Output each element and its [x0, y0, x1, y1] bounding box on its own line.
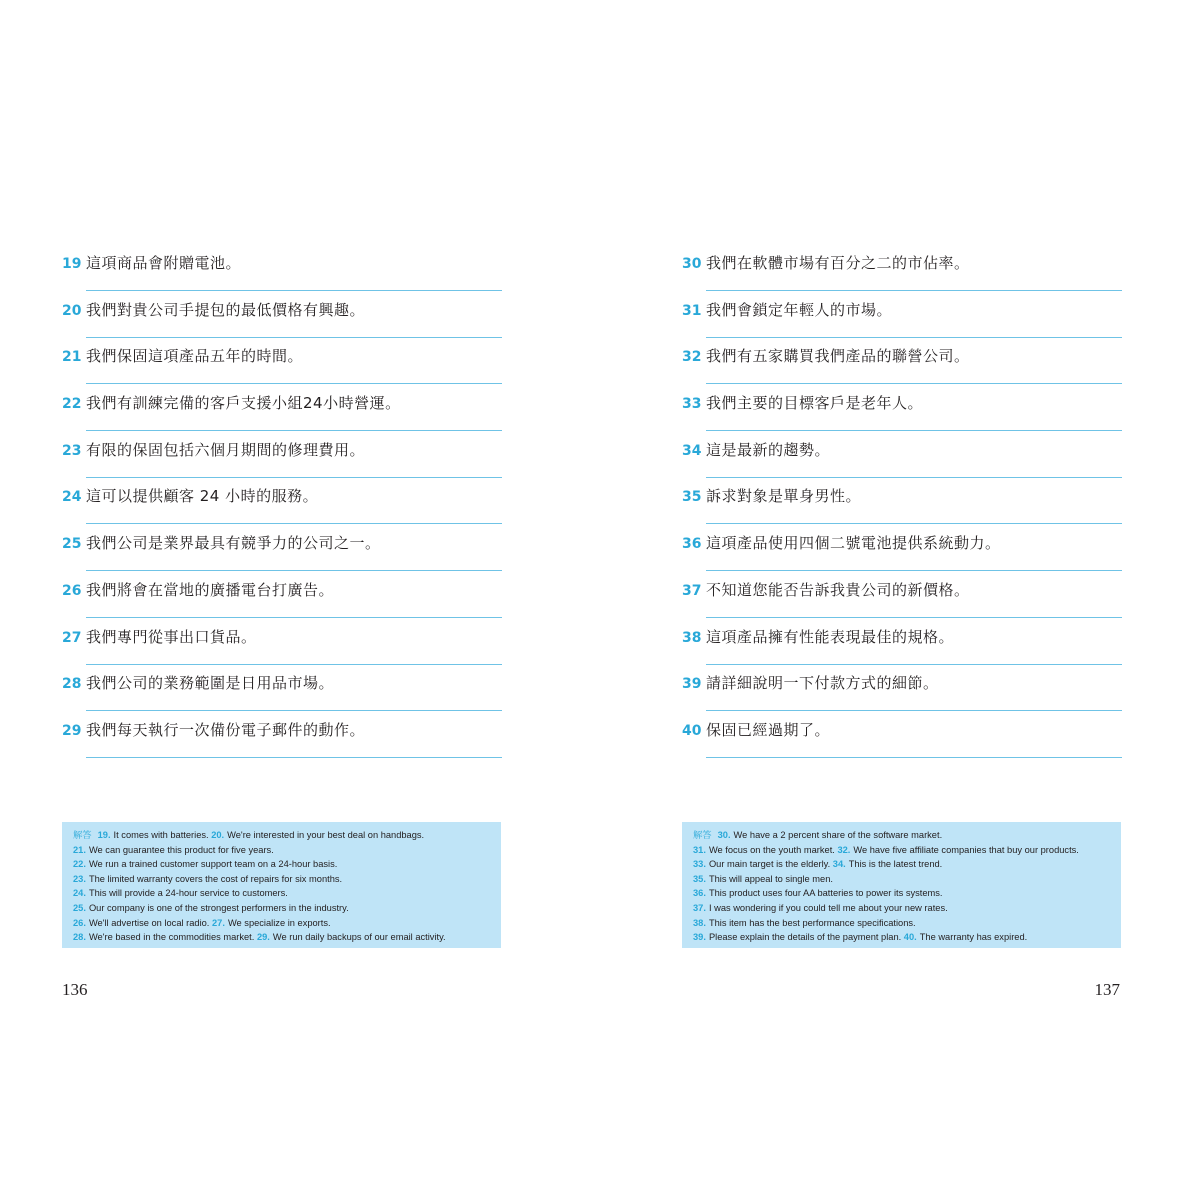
answer-text: This will appeal to single men.	[708, 873, 833, 884]
page-number: 137	[1094, 980, 1120, 999]
exercise-number: 34	[682, 442, 702, 459]
exercise-row	[682, 575, 1122, 605]
exercise-number: 21	[62, 349, 82, 366]
answer-line	[73, 843, 491, 858]
exercise-number: 22	[62, 396, 82, 413]
answer-writing-line[interactable]	[706, 383, 1122, 384]
exercise-row	[62, 528, 502, 558]
answer-number: 25.	[73, 902, 86, 913]
answer-text: This is the latest trend.	[848, 859, 943, 870]
exercise-number: 27	[62, 629, 82, 646]
exercise-number: 19	[62, 256, 82, 272]
exercise-prompt: 我們公司的業務範圍是日用品市場。	[86, 674, 335, 693]
answer-text: We run a trained customer support team on a 24-hour basis.	[88, 859, 338, 870]
answer-line	[693, 916, 1111, 931]
answer-line	[693, 828, 1111, 843]
right-page	[600, 0, 1200, 1200]
exercise-number: 30	[682, 256, 702, 272]
exercise-row	[62, 715, 502, 745]
answer-key-label: 解答	[73, 830, 92, 840]
exercise-item	[62, 715, 502, 762]
answer-line	[73, 930, 491, 945]
exercise-prompt: 我們專門從事出口貨品。	[86, 627, 257, 646]
answer-line	[73, 872, 491, 887]
exercise-item	[682, 715, 1122, 762]
exercise-number: 38	[682, 629, 702, 646]
exercise-number: 35	[682, 489, 702, 506]
answer-number: 33.	[693, 859, 706, 870]
answer-number: 20.	[211, 830, 225, 840]
answer-writing-line[interactable]	[706, 664, 1122, 665]
answer-number: 40.	[903, 932, 917, 943]
answer-writing-line[interactable]	[706, 337, 1122, 338]
answer-number: 37.	[693, 902, 706, 913]
answer-text: We run daily backups of our email activity.	[272, 932, 446, 943]
answer-writing-line[interactable]	[86, 430, 502, 431]
exercise-row	[682, 295, 1122, 325]
exercise-prompt: 我們每天執行一次備份電子郵件的動作。	[86, 720, 366, 739]
answer-number: 35.	[693, 873, 706, 884]
exercise-prompt: 我們會鎖定年輕人的市場。	[706, 300, 893, 319]
exercise-row	[62, 341, 502, 371]
answer-text: We specialize in exports.	[227, 917, 331, 928]
answer-writing-line[interactable]	[86, 757, 502, 758]
exercise-item	[682, 388, 1122, 435]
exercise-number: 28	[62, 676, 82, 693]
answer-text: It comes with batteries.	[113, 830, 209, 840]
exercise-number: 25	[62, 536, 82, 553]
exercise-number: 39	[682, 676, 702, 693]
answer-number: 23.	[73, 873, 86, 884]
exercise-number: 24	[62, 489, 82, 506]
page-number: 136	[62, 980, 88, 999]
exercise-item	[62, 341, 502, 388]
answer-writing-line[interactable]	[86, 523, 502, 524]
answer-writing-line[interactable]	[86, 290, 502, 291]
exercise-item	[682, 622, 1122, 669]
exercise-number: 31	[682, 302, 702, 319]
answer-writing-line[interactable]	[86, 664, 502, 665]
answer-line	[73, 857, 491, 872]
answer-writing-line[interactable]	[706, 570, 1122, 571]
exercise-item	[62, 295, 502, 342]
exercise-number: 29	[62, 722, 82, 739]
exercise-row	[682, 528, 1122, 558]
answer-number: 36.	[693, 888, 706, 899]
exercise-item	[62, 575, 502, 622]
answer-key-label: 解答	[693, 830, 712, 840]
answer-number: 31.	[693, 844, 706, 855]
answer-text: We focus on the youth market.	[708, 844, 835, 855]
answer-line	[73, 901, 491, 916]
answer-writing-line[interactable]	[86, 570, 502, 571]
answer-line	[693, 886, 1111, 901]
answer-line	[73, 828, 491, 843]
exercise-row	[682, 715, 1122, 745]
exercise-item	[682, 668, 1122, 715]
exercise-row	[62, 295, 502, 325]
answer-text: This will provide a 24-hour service to customers.	[88, 888, 288, 899]
answer-number: 27.	[212, 917, 225, 928]
exercise-row	[62, 668, 502, 698]
exercise-item	[62, 481, 502, 528]
exercise-prompt: 請詳細說明一下付款方式的細節。	[706, 674, 939, 693]
exercise-item	[682, 481, 1122, 528]
exercise-item	[62, 622, 502, 669]
exercise-item	[62, 388, 502, 435]
answer-number: 28.	[73, 932, 86, 943]
exercise-list	[62, 248, 502, 762]
answer-text: We have a 2 percent share of the software market.	[733, 830, 943, 840]
answer-number: 26.	[73, 917, 86, 928]
answer-text: We'll advertise on local radio.	[88, 917, 210, 928]
exercise-row	[62, 481, 502, 511]
exercise-number: 23	[62, 442, 82, 459]
exercise-item	[682, 435, 1122, 482]
exercise-item	[682, 248, 1122, 295]
exercise-prompt: 我們對貴公司手提包的最低價格有興趣。	[86, 300, 366, 319]
answer-text: Please explain the details of the payment plan.	[708, 932, 902, 943]
exercise-prompt: 這項產品擁有性能表現最佳的規格。	[706, 627, 955, 646]
answer-text: I was wondering if you could tell me about your new rates.	[708, 902, 948, 913]
answer-writing-line[interactable]	[86, 337, 502, 338]
answer-writing-line[interactable]	[86, 383, 502, 384]
answer-writing-line[interactable]	[706, 757, 1122, 758]
answer-number: 39.	[693, 932, 706, 943]
exercise-row	[62, 622, 502, 652]
exercise-prompt: 保固已經過期了。	[706, 720, 831, 739]
exercise-row	[62, 575, 502, 605]
answer-writing-line[interactable]	[706, 710, 1122, 711]
exercise-list	[682, 248, 1122, 762]
exercise-prompt: 訴求對象是單身男性。	[706, 487, 862, 506]
exercise-prompt: 我們公司是業界最具有競爭力的公司之一。	[86, 534, 381, 553]
answer-writing-line[interactable]	[86, 477, 502, 478]
exercise-prompt: 我們將會在當地的廣播電台打廣告。	[86, 580, 335, 599]
answer-number: 24.	[73, 888, 86, 899]
exercise-item	[682, 341, 1122, 388]
answer-key-box	[682, 822, 1121, 948]
answer-text: We're interested in your best deal on handbags.	[227, 830, 425, 840]
exercise-item	[62, 528, 502, 575]
exercise-number: 37	[682, 582, 702, 599]
answer-text: This item has the best performance specifications.	[708, 917, 916, 928]
exercise-prompt: 這可以提供顧客 24 小時的服務。	[86, 487, 319, 506]
exercise-prompt: 我們有訓練完備的客戶支援小組24小時營運。	[86, 394, 401, 413]
exercise-prompt: 不知道您能否告訴我貴公司的新價格。	[706, 580, 970, 599]
exercise-item	[62, 248, 502, 295]
answer-line	[693, 901, 1111, 916]
exercise-prompt: 有限的保固包括六個月期間的修理費用。	[86, 440, 366, 459]
answer-number: 38.	[693, 917, 706, 928]
exercise-prompt: 這項商品會附贈電池。	[86, 254, 242, 272]
answer-line	[693, 930, 1111, 945]
exercise-number: 40	[682, 722, 702, 739]
answer-writing-line[interactable]	[706, 477, 1122, 478]
answer-text: The limited warranty covers the cost of repairs for six months.	[88, 873, 343, 884]
exercise-row	[682, 668, 1122, 698]
answer-number: 29.	[256, 932, 270, 943]
answer-writing-line[interactable]	[706, 617, 1122, 618]
exercise-prompt: 我們有五家購買我們產品的聯營公司。	[706, 347, 970, 366]
answer-writing-line[interactable]	[706, 290, 1122, 291]
exercise-row	[62, 435, 502, 465]
exercise-row	[682, 481, 1122, 511]
exercise-number: 20	[62, 302, 82, 319]
exercise-prompt: 我們保固這項產品五年的時間。	[86, 347, 304, 366]
answer-number: 30.	[717, 830, 731, 840]
exercise-row	[682, 248, 1122, 278]
answer-number: 19.	[97, 830, 111, 840]
exercise-item	[62, 435, 502, 482]
exercise-row	[62, 248, 502, 278]
exercise-item	[682, 575, 1122, 622]
exercise-prompt: 我們主要的目標客戶是老年人。	[706, 394, 924, 413]
answer-number: 34.	[832, 859, 846, 870]
answer-number: 21.	[73, 844, 86, 855]
exercise-row	[682, 388, 1122, 418]
exercise-row	[682, 435, 1122, 465]
exercise-number: 36	[682, 536, 702, 553]
answer-line	[73, 916, 491, 931]
answer-text: This product uses four AA batteries to power its systems.	[708, 888, 943, 899]
answer-text: We have five affiliate companies that buy our products.	[853, 844, 1079, 855]
exercise-number: 26	[62, 582, 82, 599]
exercise-prompt: 這是最新的趨勢。	[706, 440, 831, 459]
exercise-row	[682, 341, 1122, 371]
exercise-number: 32	[682, 349, 702, 366]
answer-line	[693, 843, 1111, 858]
answer-line	[693, 857, 1111, 872]
answer-line	[693, 872, 1111, 887]
answer-writing-line[interactable]	[86, 617, 502, 618]
exercise-item	[682, 528, 1122, 575]
exercise-item	[682, 295, 1122, 342]
answer-number: 22.	[73, 859, 86, 870]
exercise-number: 33	[682, 396, 702, 413]
exercise-item	[62, 668, 502, 715]
answer-text: Our company is one of the strongest performers in the industry.	[88, 902, 349, 913]
exercise-row	[682, 622, 1122, 652]
answer-text: We're based in the commodities market.	[88, 932, 255, 943]
answer-line	[73, 886, 491, 901]
answer-text: The warranty has expired.	[919, 932, 1028, 943]
answer-text: Our main target is the elderly.	[708, 859, 831, 870]
answer-writing-line[interactable]	[706, 430, 1122, 431]
answer-key-box	[62, 822, 501, 948]
exercise-prompt: 這項產品使用四個二號電池提供系統動力。	[706, 534, 1001, 553]
answer-writing-line[interactable]	[706, 523, 1122, 524]
answer-writing-line[interactable]	[86, 710, 502, 711]
exercise-row	[62, 388, 502, 418]
answer-text: We can guarantee this product for five years.	[88, 844, 274, 855]
exercise-prompt: 我們在軟體市場有百分之二的市佔率。	[706, 254, 970, 272]
answer-number: 32.	[837, 844, 851, 855]
